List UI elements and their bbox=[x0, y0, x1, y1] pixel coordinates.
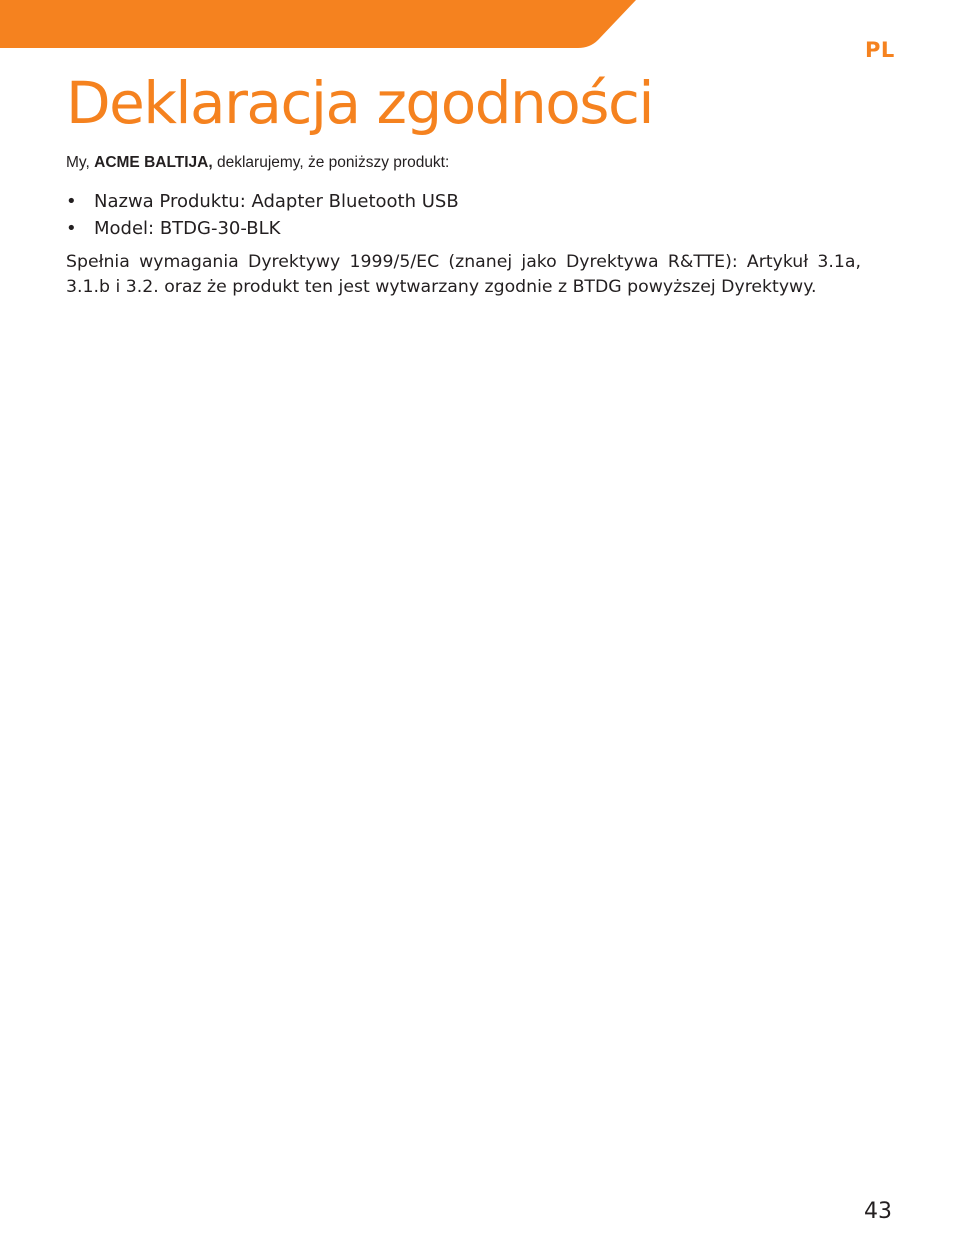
list-item-product-name bbox=[66, 188, 459, 215]
page-number: 43 bbox=[864, 1199, 892, 1224]
language-tag: PL bbox=[865, 38, 895, 62]
product-details-list bbox=[66, 188, 459, 242]
intro-suffix: deklarujemy, że poniższy produkt: bbox=[212, 154, 450, 171]
company-name: ACME BALTIJA, bbox=[94, 154, 213, 171]
bullet-icon: • bbox=[66, 218, 77, 239]
orange-header-banner bbox=[0, 0, 640, 48]
page-title: Deklaracja zgodności bbox=[66, 69, 653, 137]
product-model: Model: BTDG-30-BLK bbox=[94, 218, 281, 239]
intro-prefix: My, bbox=[66, 154, 95, 171]
bullet-icon: • bbox=[66, 191, 77, 212]
product-name: Nazwa Produktu: Adapter Bluetooth USB bbox=[94, 191, 459, 212]
declaration-paragraph: Spełnia wymagania Dyrektywy 1999/5/EC (znanej jako Dyrektywa R&TTE): Artykuł 3.1a, 3.1.b i 3.2. oraz że produkt ten jest wytwarzany zgodnie z BTDG powyższej Dyrektywy. bbox=[66, 252, 861, 297]
intro-statement bbox=[66, 153, 449, 173]
list-item-model bbox=[66, 215, 459, 242]
